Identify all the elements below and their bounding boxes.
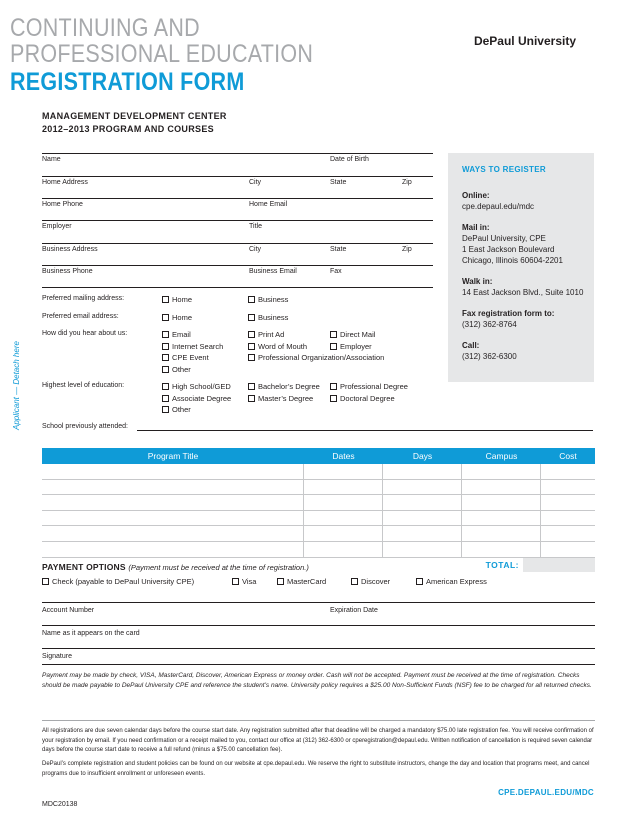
option-label: Visa [242, 577, 257, 586]
divider [42, 720, 595, 721]
center-name: MANAGEMENT DEVELOPMENT CENTER [42, 111, 227, 121]
table-cell[interactable] [304, 464, 383, 479]
card-name-label: Name as it appears on the card [42, 630, 140, 637]
table-cell[interactable] [42, 480, 304, 495]
expiration-label: Expiration Date [330, 607, 378, 614]
table-cell[interactable] [42, 464, 304, 479]
total-label: TOTAL: [485, 559, 519, 570]
website-link[interactable]: CPE.DEPAUL.EDU/MDC [498, 788, 594, 797]
email-business-option[interactable] [248, 313, 288, 322]
option-label: Check (payable to DePaul University CPE) [52, 577, 195, 586]
option-label: American Express [426, 577, 487, 586]
edu-master-option[interactable] [248, 394, 313, 403]
option-label: Doctoral Degree [340, 394, 395, 403]
total-field[interactable] [523, 558, 595, 572]
fax-heading: Fax registration form to: [462, 309, 555, 318]
table-cell[interactable] [541, 542, 595, 557]
edu-doctoral-option[interactable] [330, 394, 395, 403]
table-cell[interactable] [383, 526, 462, 541]
account-number-field[interactable] [42, 625, 595, 626]
mail-line-1: DePaul University, CPE [462, 234, 546, 243]
pay-amex-option[interactable] [416, 577, 487, 586]
option-label: Associate Degree [172, 394, 232, 403]
business-address-label: Business Address [42, 246, 98, 253]
table-cell[interactable] [541, 511, 595, 526]
city-label: City [249, 179, 262, 186]
option-label: Master’s Degree [258, 394, 314, 403]
table-cell[interactable] [304, 542, 383, 557]
table-cell[interactable] [541, 464, 595, 479]
school-field[interactable] [137, 430, 593, 431]
mailing-pref-label: Preferred mailing address: [42, 295, 125, 302]
table-cell[interactable] [462, 511, 541, 526]
zip-label: Zip [402, 179, 412, 186]
option-label: Employer [340, 342, 372, 351]
employer-label: Employer [42, 223, 72, 230]
email-pref-label: Preferred email address: [42, 313, 119, 320]
table-cell[interactable] [462, 480, 541, 495]
business-phone-label: Business Phone [42, 268, 93, 275]
rule-payment [42, 602, 595, 603]
table-cell[interactable] [541, 480, 595, 495]
online-heading: Online: [462, 191, 490, 200]
heard-employer-option[interactable] [330, 342, 372, 351]
edu-bachelor-option[interactable] [248, 382, 320, 391]
university-name: DePaul University [473, 34, 576, 48]
heard-cpe-event-option[interactable] [162, 353, 209, 362]
option-label: CPE Event [172, 353, 209, 362]
table-row [42, 542, 595, 558]
table-cell[interactable] [462, 495, 541, 510]
checkbox[interactable] [248, 383, 255, 390]
edu-associate-option[interactable] [162, 394, 231, 403]
checkbox[interactable] [330, 343, 337, 350]
checkbox[interactable] [162, 383, 169, 390]
option-label: Discover [361, 577, 391, 586]
option-label: Home [172, 295, 193, 304]
mailing-business-option[interactable] [248, 295, 288, 304]
table-cell[interactable] [42, 526, 304, 541]
table-cell[interactable] [462, 526, 541, 541]
call-heading: Call: [462, 341, 480, 350]
table-cell[interactable] [541, 526, 595, 541]
heard-label: How did you hear about us: [42, 330, 128, 337]
checkbox[interactable] [248, 354, 255, 361]
table-cell[interactable] [42, 542, 304, 557]
checkbox[interactable] [248, 343, 255, 350]
pay-discover-option[interactable] [351, 577, 390, 586]
table-row [42, 511, 595, 527]
ways-to-register-panel [448, 153, 594, 382]
heard-direct-mail-option[interactable] [330, 330, 375, 339]
program-rows [42, 464, 595, 558]
education-label: Highest level of education: [42, 382, 125, 389]
checkbox[interactable] [162, 343, 169, 350]
col-dates: Dates [332, 451, 355, 461]
signature-field[interactable] [42, 664, 595, 665]
rule-top [42, 153, 433, 154]
dob-label: Date of Birth [330, 156, 369, 163]
payment-terms: Payment may be made by check, VISA, MasterCard, Discover, American Express or money order. Cash will not be accepted. Payment must be received at the time of registration. Checks should be made payable to DePaul University CPE and reference the student’s name. University policy requires a $25.00 Non-Sufficient Funds (NSF) fee to be charged for all returned checks. [42, 672, 592, 689]
checkbox[interactable] [162, 331, 169, 338]
card-name-field[interactable] [42, 648, 595, 649]
state-label: State [330, 179, 347, 186]
home-address-field[interactable] [42, 198, 433, 199]
option-label: Internet Search [172, 342, 224, 351]
home-phone-field[interactable] [42, 220, 433, 221]
name-field[interactable] [42, 176, 433, 177]
registration-policy: All registrations are due seven calendar days before the course start date. Any registration submitted after that deadline will be charged a mandatory $75.00 late registration fee. You will receive confirmation of your registration by email. If you need confirmation or a receipt mailed to you, contact our office at (312) 362-6300 or cperegistration@depaul.edu. Written notification of cancellation is required seven calendar days before the course start date to receive a full refund (minus a $75.00 cancellation fee). [42, 728, 594, 753]
pay-visa-option[interactable] [232, 577, 256, 586]
employer-field[interactable] [42, 243, 433, 244]
option-label: Word of Mouth [258, 342, 308, 351]
option-label: MasterCard [287, 577, 327, 586]
heard-word-of-mouth-option[interactable] [248, 342, 307, 351]
checkbox[interactable] [232, 578, 239, 585]
option-label: Business [258, 295, 289, 304]
table-cell[interactable] [383, 480, 462, 495]
col-campus: Campus [485, 451, 518, 461]
business-city-label: City [249, 246, 262, 253]
table-cell[interactable] [462, 464, 541, 479]
email-home-option[interactable] [162, 313, 192, 322]
table-cell[interactable] [304, 480, 383, 495]
checkbox[interactable] [351, 578, 358, 585]
heard-internet-option[interactable] [162, 342, 223, 351]
table-row [42, 464, 595, 480]
signature-label: Signature [42, 653, 72, 660]
program-year: 2012–2013 PROGRAM AND COURSES [42, 124, 214, 134]
edu-professional-option[interactable] [330, 382, 408, 391]
option-label: Direct Mail [340, 330, 376, 339]
title-label: Title [249, 223, 262, 230]
business-phone-field[interactable] [42, 287, 433, 288]
table-cell[interactable] [304, 526, 383, 541]
checkbox[interactable] [162, 314, 169, 321]
checkbox[interactable] [248, 395, 255, 402]
form-code: MDC20138 [42, 801, 78, 808]
checkbox[interactable] [42, 578, 49, 585]
policy-note: DePaul’s complete registration and student policies can be found on our website at cpe.depaul.edu. We reserve the right to substitute instructors, change the day and location that programs meet, and cancel programs due to insufficient enrollment or unforeseen events. [42, 761, 590, 777]
table-cell[interactable] [42, 511, 304, 526]
table-row [42, 526, 595, 542]
pay-mastercard-option[interactable] [277, 577, 326, 586]
edu-high-school-option[interactable] [162, 382, 231, 391]
option-label: Print Ad [258, 330, 285, 339]
fax-number: (312) 362-8764 [462, 320, 517, 329]
table-cell[interactable] [304, 511, 383, 526]
table-cell[interactable] [304, 495, 383, 510]
walk-address: 14 East Jackson Blvd., Suite 1010 [462, 288, 584, 297]
option-label: Business [258, 313, 289, 322]
option-label: Email [172, 330, 191, 339]
checkbox[interactable] [330, 383, 337, 390]
col-days: Days [412, 451, 433, 461]
edu-other-option[interactable] [162, 405, 191, 414]
option-label: Professional Organization/Association [258, 353, 385, 362]
table-cell[interactable] [383, 464, 462, 479]
header-line-1: CONTINUING AND [10, 14, 200, 42]
option-label: High School/GED [172, 382, 231, 391]
heard-print-ad-option[interactable] [248, 330, 284, 339]
checkbox[interactable] [162, 296, 169, 303]
checkbox[interactable] [330, 395, 337, 402]
mail-line-3: Chicago, Illinois 60604-2201 [462, 256, 563, 265]
payment-note: (Payment must be received at the time of registration.) [128, 563, 309, 572]
heard-email-option[interactable] [162, 330, 191, 339]
mail-heading: Mail in: [462, 223, 490, 232]
header-line-2: PROFESSIONAL EDUCATION [10, 40, 314, 68]
school-label: School previously attended: [42, 423, 128, 430]
checkbox[interactable] [416, 578, 423, 585]
program-table [42, 448, 595, 572]
walk-heading: Walk in: [462, 277, 493, 286]
table-cell[interactable] [383, 511, 462, 526]
checkbox[interactable] [162, 366, 169, 373]
name-label: Name [42, 156, 61, 163]
checkbox[interactable] [330, 331, 337, 338]
table-cell[interactable] [42, 495, 304, 510]
account-number-label: Account Number [42, 607, 95, 614]
table-row [42, 480, 595, 496]
option-label: Bachelor’s Degree [258, 382, 320, 391]
checkbox[interactable] [277, 578, 284, 585]
checkbox[interactable] [248, 331, 255, 338]
detach-label: Applicant — Detach here [12, 341, 21, 430]
checkbox[interactable] [162, 406, 169, 413]
heard-prof-org-option[interactable] [248, 353, 384, 362]
program-table-header [42, 448, 595, 464]
mailing-home-option[interactable] [162, 295, 192, 304]
business-zip-label: Zip [402, 246, 412, 253]
option-label: Other [172, 365, 191, 374]
pay-check-option[interactable] [42, 577, 194, 586]
table-cell[interactable] [383, 495, 462, 510]
business-state-label: State [330, 246, 347, 253]
online-url[interactable]: cpe.depaul.edu/mdc [462, 202, 535, 211]
ways-title: WAYS TO REGISTER [462, 165, 546, 174]
business-address-field[interactable] [42, 265, 433, 266]
checkbox[interactable] [248, 296, 255, 303]
form-title: REGISTRATION FORM [10, 68, 245, 96]
checkbox[interactable] [248, 314, 255, 321]
home-email-label: Home Email [249, 201, 288, 208]
checkbox[interactable] [162, 354, 169, 361]
payment-title-text: PAYMENT OPTIONS [42, 562, 126, 572]
home-address-label: Home Address [42, 179, 88, 186]
option-label: Home [172, 313, 193, 322]
payment-title [42, 562, 309, 572]
table-cell[interactable] [541, 495, 595, 510]
home-phone-label: Home Phone [42, 201, 83, 208]
heard-other-option[interactable] [162, 365, 191, 374]
option-label: Other [172, 405, 191, 414]
table-cell[interactable] [383, 542, 462, 557]
checkbox[interactable] [162, 395, 169, 402]
table-row [42, 495, 595, 511]
call-number: (312) 362-6300 [462, 352, 517, 361]
table-cell[interactable] [462, 542, 541, 557]
business-email-label: Business Email [249, 268, 297, 275]
col-cost: Cost [559, 451, 577, 461]
fax-label: Fax [330, 268, 342, 275]
col-program-title: Program Title [147, 451, 199, 461]
mail-line-2: 1 East Jackson Boulevard [462, 245, 555, 254]
option-label: Professional Degree [340, 382, 408, 391]
